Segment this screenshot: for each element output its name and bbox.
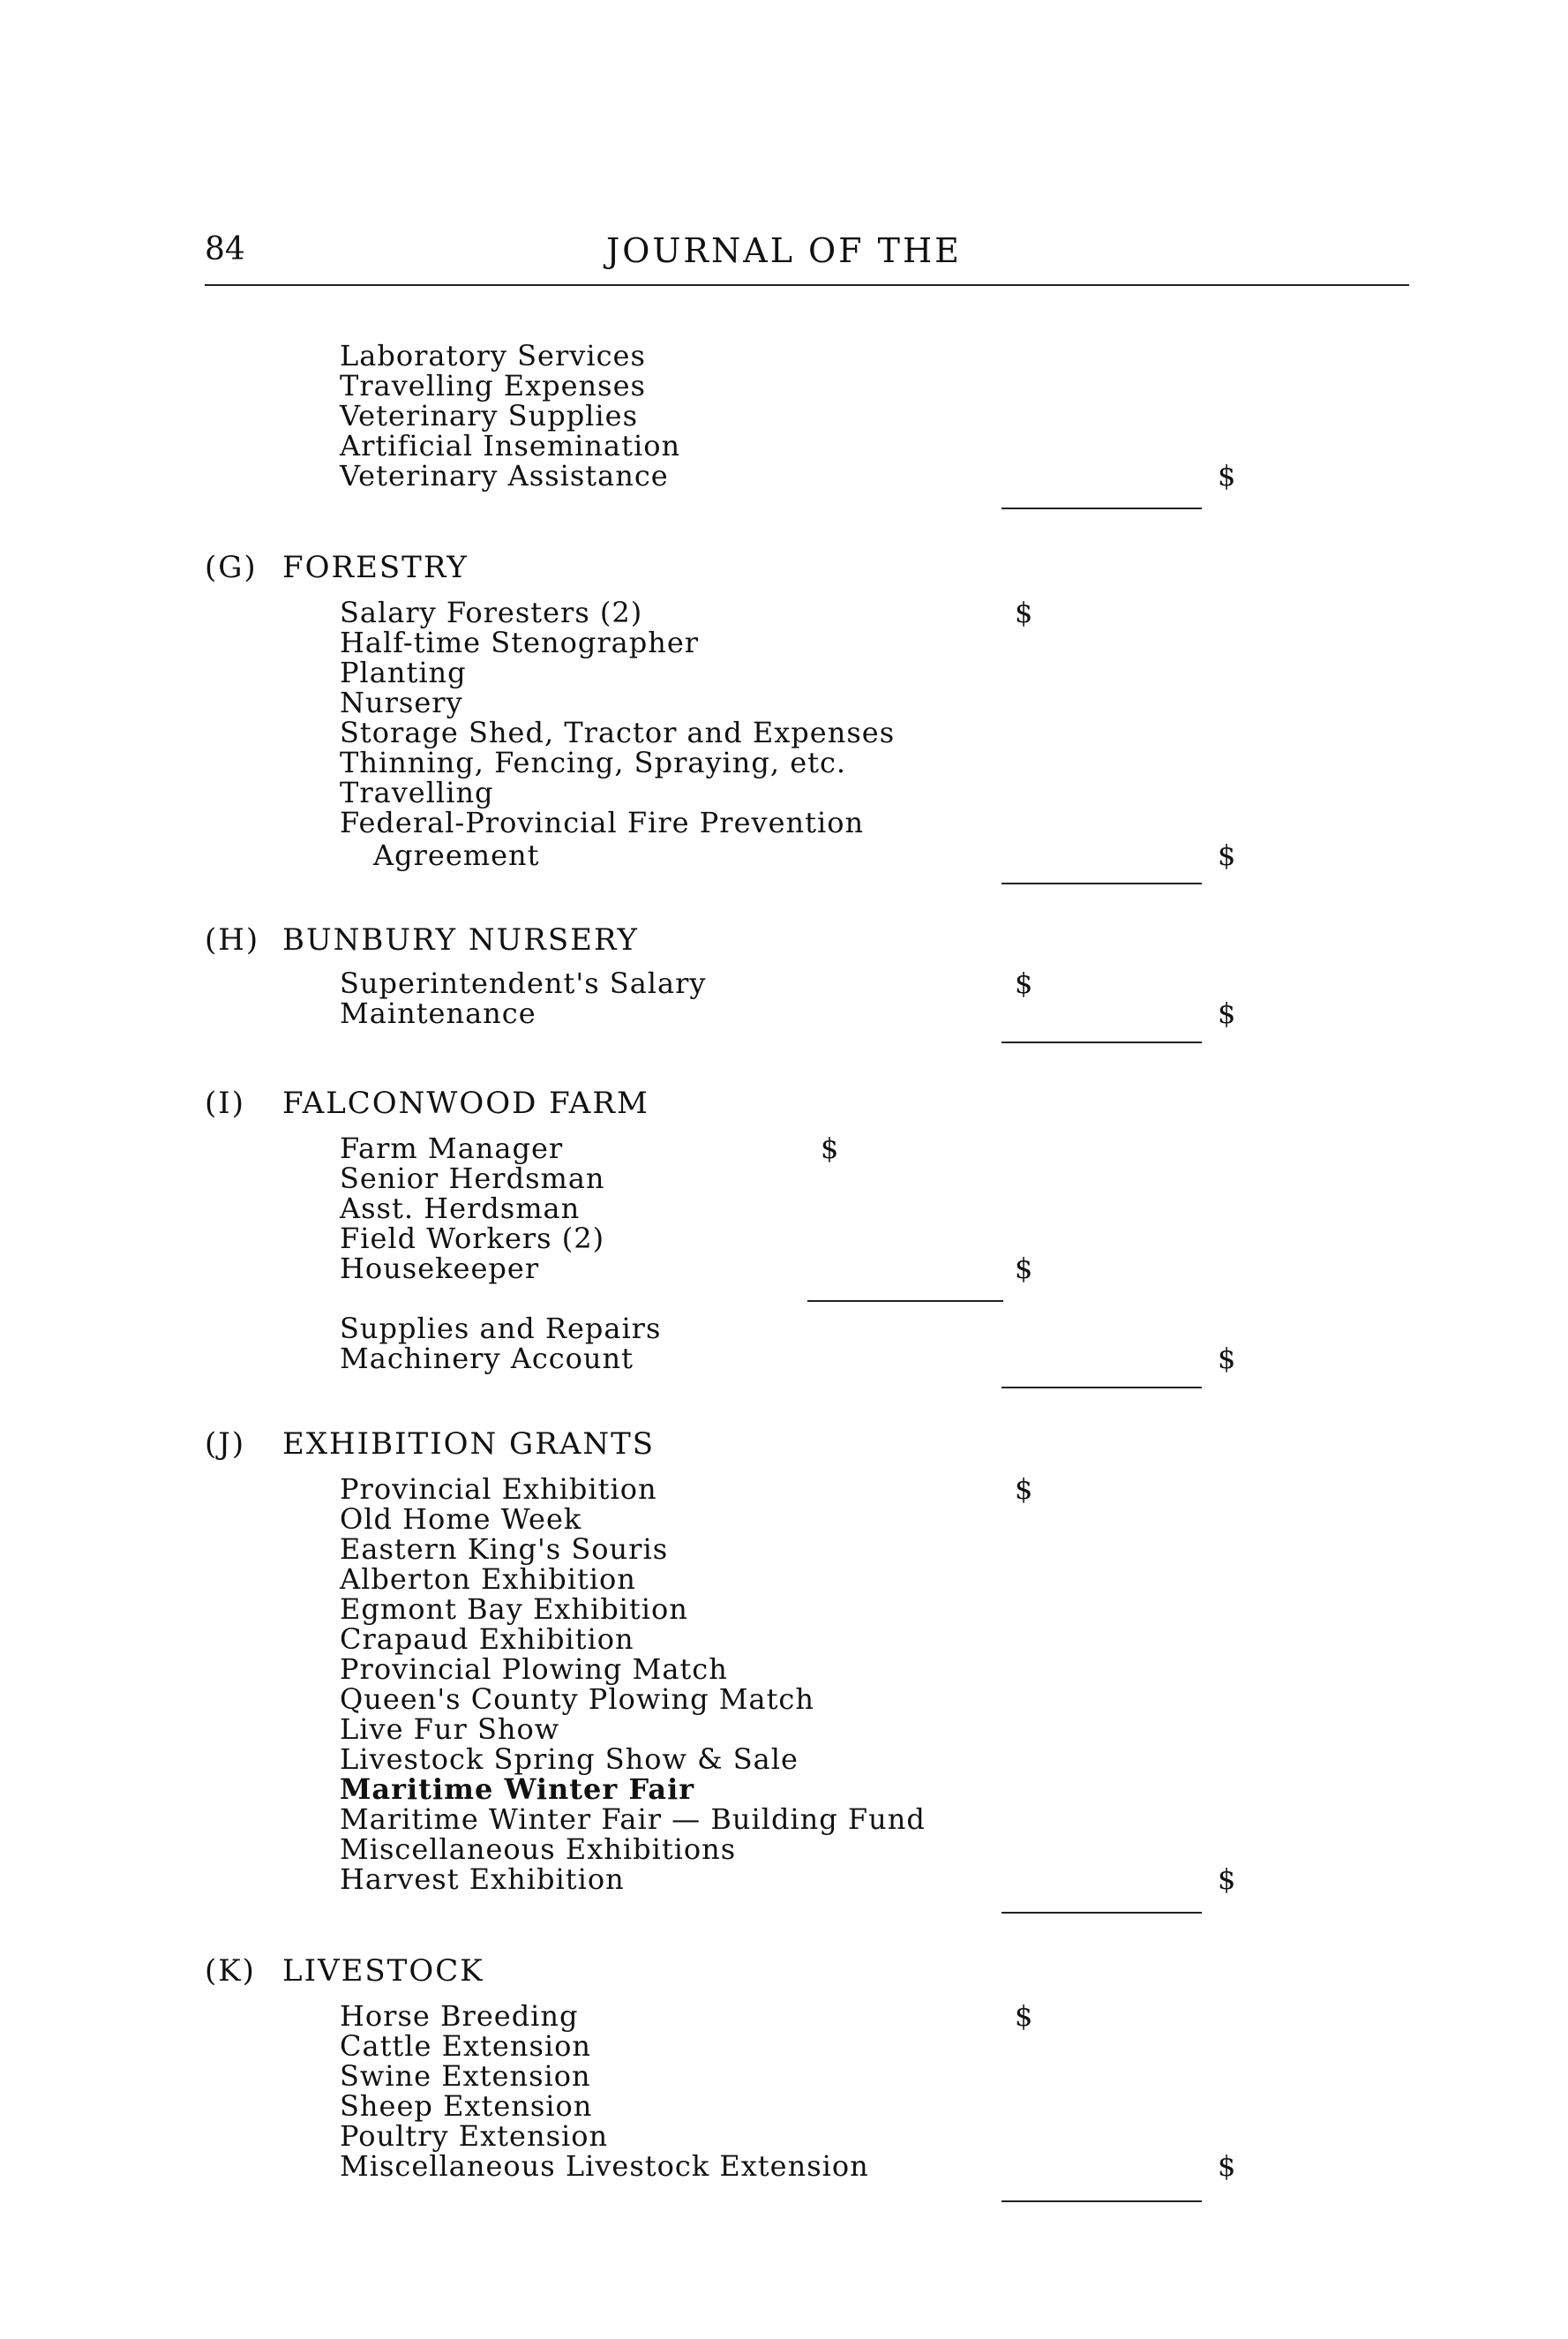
item-label: Veterinary Assistance xyxy=(340,459,669,493)
total-dollar-sign: $ xyxy=(1218,2149,1236,2183)
subtotal-rule xyxy=(807,1300,1003,1302)
section-letter: (G) xyxy=(205,550,258,585)
item-label: Egmont Bay Exhibition xyxy=(340,1592,688,1626)
item-label: Superintendent's Salary xyxy=(340,966,707,1000)
page-number: 84 xyxy=(205,231,245,267)
item-label: Livestock Spring Show & Sale xyxy=(340,1742,799,1776)
section-title: FALCONWOOD FARM xyxy=(282,1086,649,1121)
total-rule xyxy=(1002,1912,1202,1914)
item-label: Poultry Extension xyxy=(340,2119,609,2153)
item-label: Senior Herdsman xyxy=(340,1162,605,1195)
item-label: Maritime Winter Fair xyxy=(340,1772,695,1806)
item-label: Farm Manager xyxy=(340,1132,564,1165)
total-rule xyxy=(1002,1042,1202,1043)
item-label: Maintenance xyxy=(340,997,536,1030)
item-label: Old Home Week xyxy=(340,1502,582,1536)
dollar-sign: $ xyxy=(1015,596,1033,629)
item-label: Salary Foresters (2) xyxy=(340,596,643,629)
item-label: Nursery xyxy=(340,686,463,719)
item-label: Artificial Insemination xyxy=(340,429,681,463)
item-label: Storage Shed, Tractor and Expenses xyxy=(340,716,896,749)
section-letter: (H) xyxy=(205,922,260,958)
item-label: Alberton Exhibition xyxy=(340,1562,636,1596)
section-heading-exhibition-grants xyxy=(205,1427,655,1461)
item-label: Housekeeper xyxy=(340,1252,540,1285)
section-title: EXHIBITION GRANTS xyxy=(282,1426,656,1462)
dollar-sign: $ xyxy=(1015,1472,1033,1506)
item-label: Asst. Herdsman xyxy=(340,1192,581,1225)
dollar-sign: $ xyxy=(821,1132,839,1165)
item-label: Maritime Winter Fair — Building Fund xyxy=(340,1802,926,1836)
item-label: Miscellaneous Livestock Extension xyxy=(340,2149,869,2183)
section-letter: (I) xyxy=(205,1086,245,1121)
section-heading-livestock xyxy=(205,1954,484,1988)
total-dollar-sign: $ xyxy=(1218,1862,1236,1896)
section-heading-bunbury-nursery xyxy=(205,923,639,957)
item-label: Sheep Extension xyxy=(340,2089,593,2123)
item-label: Agreement xyxy=(373,839,540,872)
item-label: Thinning, Fencing, Spraying, etc. xyxy=(340,746,847,779)
item-label: Miscellaneous Exhibitions xyxy=(340,1832,737,1866)
subtotal-dollar-sign: $ xyxy=(1015,1252,1033,1285)
total-rule xyxy=(1002,508,1202,509)
section-heading-falconwood-farm xyxy=(205,1087,649,1120)
item-label: Harvest Exhibition xyxy=(340,1862,625,1896)
total-dollar-sign: $ xyxy=(1218,1342,1236,1375)
page-header xyxy=(205,231,1409,286)
item-label: Veterinary Supplies xyxy=(340,399,638,432)
item-label: Crapaud Exhibition xyxy=(340,1622,634,1656)
item-label: Federal-Provincial Fire Prevention xyxy=(340,806,865,839)
item-label: Queen's County Plowing Match xyxy=(340,1682,814,1716)
item-label: Provincial Plowing Match xyxy=(340,1652,728,1686)
item-label: Provincial Exhibition xyxy=(340,1472,657,1506)
section-title: LIVESTOCK xyxy=(282,1953,484,1989)
total-dollar-sign: $ xyxy=(1218,459,1236,493)
item-label: Horse Breeding xyxy=(340,1999,579,2033)
item-label: Swine Extension xyxy=(340,2059,591,2093)
item-label: Planting xyxy=(340,656,467,689)
section-heading-forestry xyxy=(205,551,469,584)
item-label: Machinery Account xyxy=(340,1342,634,1375)
total-dollar-sign: $ xyxy=(1218,997,1236,1030)
item-label: Travelling Expenses xyxy=(340,369,646,402)
dollar-sign: $ xyxy=(1015,1999,1033,2033)
dollar-sign: $ xyxy=(1015,966,1033,1000)
total-rule xyxy=(1002,883,1202,884)
item-label: Live Fur Show xyxy=(340,1712,560,1746)
section-letter: (J) xyxy=(205,1426,246,1462)
item-label: Half-time Stenographer xyxy=(340,626,700,659)
total-rule xyxy=(1002,1387,1202,1388)
item-label: Supplies and Repairs xyxy=(340,1312,662,1345)
section-title: BUNBURY NURSERY xyxy=(282,922,639,958)
item-label: Travelling xyxy=(340,776,494,809)
journal-title: JOURNAL OF THE xyxy=(606,231,962,270)
item-label: Eastern King's Souris xyxy=(340,1532,669,1566)
total-dollar-sign: $ xyxy=(1218,839,1236,872)
item-label: Field Workers (2) xyxy=(340,1222,605,1255)
item-label: Laboratory Services xyxy=(340,339,646,372)
item-label: Cattle Extension xyxy=(340,2029,591,2063)
section-title: FORESTRY xyxy=(282,550,469,585)
section-letter: (K) xyxy=(205,1953,256,1989)
total-rule xyxy=(1002,2200,1202,2202)
